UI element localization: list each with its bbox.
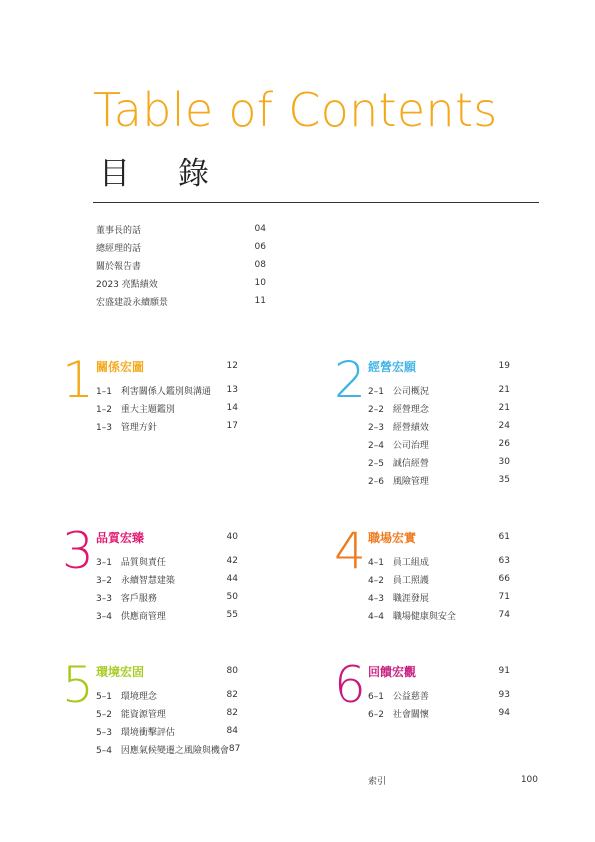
toc-item[interactable] (96, 417, 238, 435)
item-page: 42 (226, 556, 238, 566)
item-page: 63 (498, 556, 510, 566)
page-title-chinese: 目錄 (99, 156, 257, 192)
toc-item[interactable] (96, 704, 238, 722)
section-heading[interactable] (368, 529, 510, 545)
toc-item[interactable] (368, 570, 510, 588)
toc-item[interactable] (96, 686, 238, 704)
toc-section-4 (334, 522, 514, 666)
section-item-list (96, 686, 241, 758)
item-label: 風險管理 (392, 476, 429, 487)
item-page: 17 (226, 421, 238, 431)
item-label: 職涯發展 (392, 593, 429, 604)
item-number: 6–1 (368, 691, 384, 702)
toc-item[interactable] (96, 570, 238, 588)
item-page: 21 (498, 385, 510, 395)
item-number: 1–2 (96, 404, 112, 415)
toc-item[interactable] (368, 435, 510, 453)
toc-item[interactable] (368, 417, 510, 435)
item-number: 3–2 (96, 575, 112, 586)
item-label: 能資源管理 (120, 709, 166, 720)
toc-item[interactable] (96, 588, 238, 606)
item-number: 6–2 (368, 709, 384, 720)
item-label: 供應商管理 (120, 611, 166, 622)
toc-entry-page: 11 (254, 296, 266, 306)
toc-entry-label: 總經理的話 (96, 243, 142, 254)
toc-item[interactable] (96, 722, 238, 740)
item-number: 5–2 (96, 709, 112, 720)
section-page: 40 (226, 532, 238, 542)
toc-item[interactable] (96, 740, 241, 758)
item-number: 4–4 (368, 611, 384, 622)
section-heading[interactable] (96, 529, 238, 545)
section-item-list (96, 552, 238, 624)
section-number: 2 (334, 351, 366, 409)
item-number: 2–5 (368, 458, 384, 469)
toc-item[interactable] (368, 606, 510, 624)
toc-item[interactable] (96, 552, 238, 570)
section-number: 3 (62, 522, 94, 580)
toc-section-5 (62, 656, 242, 800)
title-divider (93, 202, 539, 203)
item-number: 4–1 (368, 557, 384, 568)
item-number: 2–6 (368, 476, 384, 487)
item-label: 職場健康與安全 (392, 611, 456, 622)
item-page: 30 (498, 457, 510, 467)
item-label: 品質與責任 (120, 557, 166, 568)
item-label: 環境理念 (120, 691, 157, 702)
toc-section-1 (62, 351, 242, 495)
item-page: 55 (226, 610, 238, 620)
toc-entry-page: 08 (254, 260, 266, 270)
toc-item[interactable] (368, 381, 510, 399)
item-number: 4–2 (368, 575, 384, 586)
item-page: 35 (498, 475, 510, 485)
item-page: 21 (498, 403, 510, 413)
index-page: 100 (520, 775, 538, 785)
section-title: 職場宏實 (368, 530, 417, 545)
section-item-list (96, 381, 238, 435)
item-label: 重大主題鑑別 (120, 404, 175, 415)
item-label: 環境衝擊評估 (120, 727, 175, 738)
toc-entry-label: 關於報告書 (96, 261, 142, 272)
item-page: 82 (226, 690, 238, 700)
toc-entry-highlights[interactable] (96, 276, 266, 290)
item-label: 客戶服務 (120, 593, 157, 604)
toc-entry-chairman[interactable] (96, 222, 266, 236)
item-number: 2–1 (368, 386, 384, 397)
item-number: 2–2 (368, 404, 384, 415)
item-label: 員工組成 (392, 557, 429, 568)
item-number: 1–3 (96, 422, 112, 433)
item-page: 71 (498, 592, 510, 602)
item-label: 公益慈善 (392, 691, 429, 702)
section-title: 關係宏圖 (96, 359, 145, 374)
toc-item[interactable] (96, 381, 238, 399)
section-page: 12 (226, 361, 238, 371)
item-label: 公司概況 (392, 386, 429, 397)
toc-item[interactable] (368, 399, 510, 417)
item-number: 4–3 (368, 593, 384, 604)
toc-entry-page: 06 (254, 242, 266, 252)
item-page: 82 (226, 708, 238, 718)
item-page: 14 (226, 403, 238, 413)
item-number: 2–3 (368, 422, 384, 433)
section-page: 80 (226, 666, 238, 676)
section-title: 環境宏固 (96, 664, 145, 679)
toc-item[interactable] (368, 552, 510, 570)
toc-section-3 (62, 522, 242, 666)
item-page: 84 (226, 726, 238, 736)
toc-entry-page: 04 (254, 224, 266, 234)
item-label: 永續智慧建築 (120, 575, 175, 586)
section-item-list (368, 552, 510, 624)
section-heading[interactable] (96, 663, 238, 679)
item-label: 員工照護 (392, 575, 429, 586)
section-item-list (368, 686, 510, 722)
item-label: 因應氣候變遷之風險與機會 (120, 745, 229, 756)
item-page: 26 (498, 439, 510, 449)
item-number: 5–1 (96, 691, 112, 702)
toc-item[interactable] (368, 704, 510, 722)
section-page: 91 (498, 666, 510, 676)
item-number: 5–4 (96, 745, 112, 756)
item-page: 44 (226, 574, 238, 584)
section-number: 4 (334, 522, 366, 580)
toc-item[interactable] (368, 453, 510, 471)
item-page: 50 (226, 592, 238, 602)
section-heading[interactable] (368, 358, 510, 374)
item-page: 87 (228, 744, 241, 754)
item-number: 3–1 (96, 557, 112, 568)
section-page: 19 (498, 361, 510, 371)
toc-item[interactable] (368, 471, 510, 489)
item-label: 利害關係人鑑別與溝通 (120, 386, 211, 397)
item-number: 3–4 (96, 611, 112, 622)
section-item-list (368, 381, 510, 489)
toc-entry-about-report[interactable] (96, 258, 266, 272)
toc-entry-president[interactable] (96, 240, 266, 254)
item-number: 3–3 (96, 593, 112, 604)
section-page: 61 (498, 532, 510, 542)
item-label: 經營績效 (392, 422, 429, 433)
toc-section-2 (334, 351, 514, 495)
section-title: 回饋宏觀 (368, 664, 417, 679)
item-label: 誠信經營 (392, 458, 429, 469)
item-label: 公司治理 (392, 440, 429, 451)
toc-entry-label: 2023 亮點績效 (96, 279, 158, 290)
toc-item[interactable] (96, 606, 238, 624)
item-page: 94 (498, 708, 510, 718)
toc-item[interactable] (368, 686, 510, 704)
toc-entry-index[interactable] (368, 773, 538, 787)
item-label: 社會關懷 (392, 709, 429, 720)
section-number: 1 (62, 351, 94, 409)
section-title: 品質宏臻 (96, 530, 145, 545)
index-label: 索引 (368, 776, 387, 787)
item-number: 5–3 (96, 727, 112, 738)
item-page: 24 (498, 421, 510, 431)
toc-item[interactable] (368, 588, 510, 606)
item-label: 管理方針 (120, 422, 157, 433)
toc-item[interactable] (96, 399, 238, 417)
item-page: 74 (498, 610, 510, 620)
page-title-english: Table of Contents (93, 83, 498, 137)
item-page: 93 (498, 690, 510, 700)
item-number: 2–4 (368, 440, 384, 451)
section-number: 5 (62, 656, 94, 714)
section-heading[interactable] (96, 358, 238, 374)
item-page: 13 (226, 385, 238, 395)
section-heading[interactable] (368, 663, 510, 679)
toc-entry-label: 宏盛建設永續願景 (96, 297, 169, 308)
item-page: 66 (498, 574, 510, 584)
toc-entry-label: 董事長的話 (96, 225, 142, 236)
item-label: 經營理念 (392, 404, 429, 415)
section-number: 6 (334, 656, 366, 714)
section-title: 經營宏願 (368, 359, 417, 374)
toc-entry-vision[interactable] (96, 294, 266, 308)
toc-entry-page: 10 (254, 278, 266, 288)
item-number: 1–1 (96, 386, 112, 397)
